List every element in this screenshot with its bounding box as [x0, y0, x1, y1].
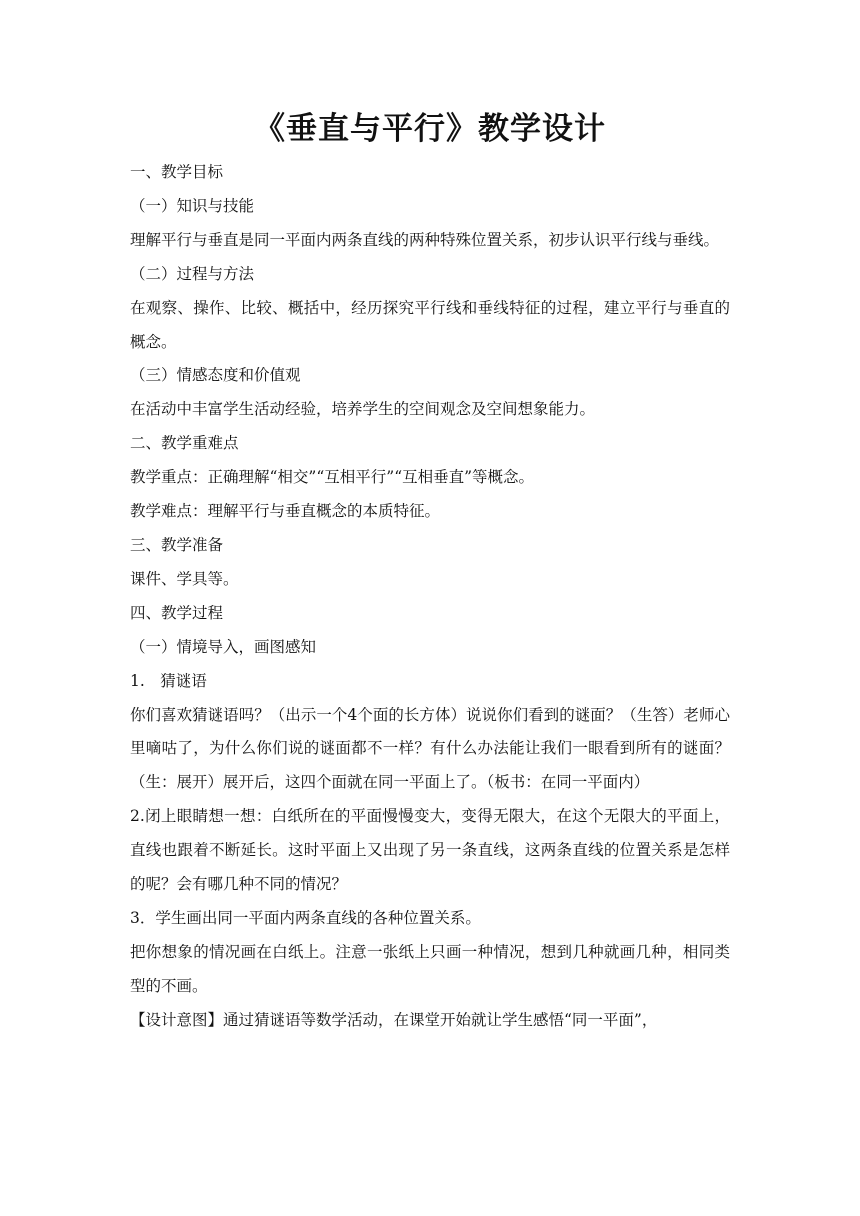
section-heading-process-steps: 四、教学过程 [130, 603, 224, 622]
section-heading-key-points: 二、教学重难点 [130, 434, 239, 453]
step-heading-riddle: 1. 猜谜语 [130, 671, 207, 690]
subsection-heading-attitude: （三）情感态度和价值观 [130, 366, 301, 385]
paragraph-preparation: 课件、学具等。 [130, 569, 239, 588]
subsection-heading-process: （二）过程与方法 [130, 264, 255, 283]
paragraph-knowledge: 理解平行与垂直是同一平面内两条直线的两种特殊位置关系，初步认识平行线与垂线。 [130, 230, 720, 249]
document-title: 《垂直与平行》教学设计 [254, 111, 606, 147]
paragraph-draw: 3．学生画出同一平面内两条直线的各种位置关系。 [130, 908, 481, 927]
paragraph-attitude: 在活动中丰富学生活动经验，培养学生的空间观念及空间想象能力。 [130, 400, 596, 419]
paragraph-process: 在观察、操作、比较、概括中，经历探究平行线和垂线特征的过程，建立平行与垂直的概念。 [130, 298, 730, 351]
paragraph-design-intent: 【设计意图】通过猜谜语等数学活动，在课堂开始就让学生感悟“同一平面”， [130, 1010, 658, 1029]
subsection-heading-introduction: （一）情境导入，画图感知 [130, 637, 317, 656]
paragraph-riddle: 你们喜欢猜谜语吗？（出示一个4个面的长方体）说说你们看到的谜面？（生答）老师心里嘀咕了，为什么你们说的谜面都不一样？有什么办法能让我们一眼看到所有的谜面？（生：展开）展开后，这四个面就在同一平面上了。（板书：在同一平面内） [130, 705, 730, 792]
section-heading-preparation: 三、教学准备 [130, 535, 224, 554]
paragraph-draw-instructions: 把你想象的情况画在白纸上。注意一张纸上只画一种情况，想到几种就画几种，相同类型的不画。 [130, 942, 730, 995]
document-page [130, 104, 730, 1038]
paragraph-difficult-point: 教学难点：理解平行与垂直概念的本质特征。 [130, 502, 441, 521]
paragraph-imagine: 2.闭上眼睛想一想：白纸所在的平面慢慢变大，变得无限大，在这个无限大的平面上，直线也跟着不断延长。这时平面上又出现了另一条直线，这两条直线的位置关系是怎样的呢？会有哪几种不同的情况？ [130, 807, 730, 894]
subsection-heading-knowledge: （一）知识与技能 [130, 196, 255, 215]
section-heading-objectives: 一、教学目标 [130, 163, 224, 181]
paragraph-key-point: 教学重点：正确理解“相交”“互相平行”“互相垂直”等概念。 [130, 468, 535, 487]
